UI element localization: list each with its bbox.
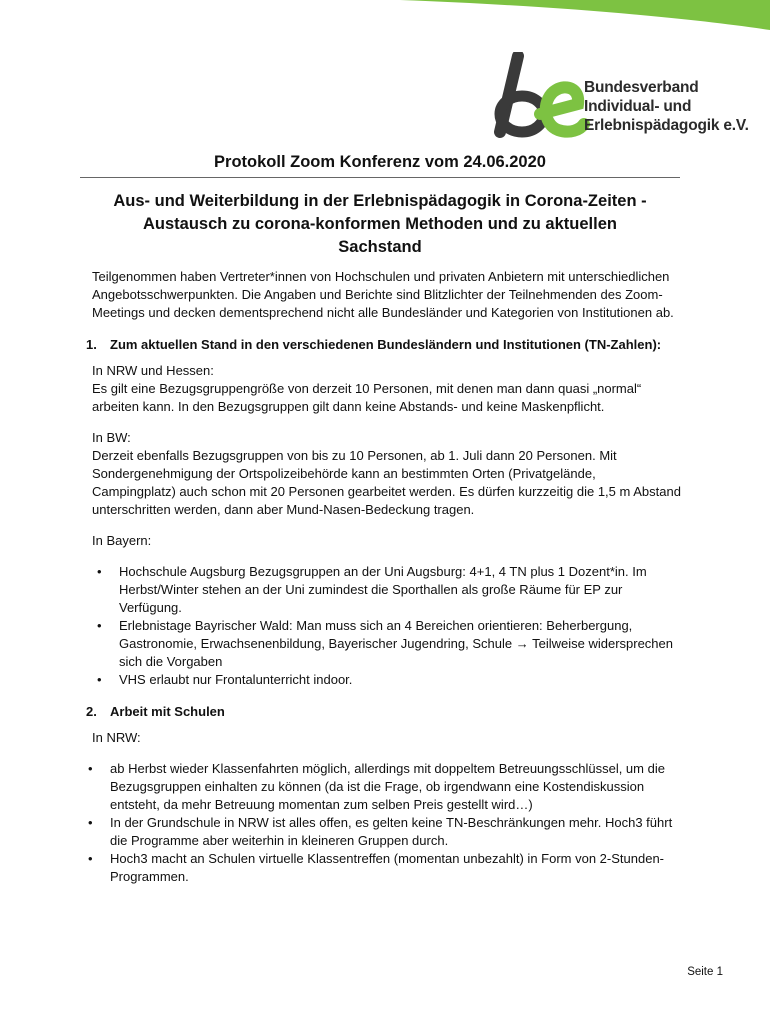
section-1-number: 1. (86, 337, 97, 352)
organization-name (584, 78, 749, 135)
green-swoosh-decoration (0, 0, 770, 60)
logo-line-1: Bundesverband (584, 79, 699, 96)
list-item: • Erlebnistage Bayrischer Wald: Man muss sich an 4 Bereichen orientieren: Beherbergung, Gastronomie, Erwachsenenbildung, Bayerischer Jugendring, Schule → Teilweise widersprechen sich die Vorgaben (92, 617, 682, 671)
bayern-label: In Bayern: (92, 533, 152, 548)
section-2-heading (86, 703, 682, 721)
list-item: • VHS erlaubt nur Frontalunterricht indoor. (92, 671, 682, 689)
list-item: • Hoch3 macht an Schulen virtuelle Klassentreffen (momentan unbezahlt) in Form von 2-Stunden-Programmen. (92, 850, 682, 886)
document-title: Protokoll Zoom Konferenz vom 24.06.2020 (214, 153, 546, 171)
nrw-hessen-text: Es gilt eine Bezugsgruppengröße von derzeit 10 Personen, mit denen man dann quasi „normal“ arbeiten kann. In den Bezugsgruppen gilt dann keine Abstands- und keine Maskenpflicht. (92, 381, 642, 414)
section-2-number: 2. (86, 704, 97, 719)
section-2-title: Arbeit mit Schulen (110, 704, 225, 719)
intro-paragraph: Teilgenommen haben Vertreter*innen von Hochschulen und privaten Anbietern mit unterschiedlichen Angebotsschwerpunkten. Die Angaben und Berichte sind Blitzlichter der Teilnehmenden des Zoom-Meetings und decken dementsprechend nicht alle Bundesländer und Kategorien von Institutionen ab. (92, 269, 674, 320)
document-body (86, 268, 682, 898)
bw-label: In BW: (92, 430, 131, 445)
nrw-hessen-label: In NRW und Hessen: (92, 363, 214, 378)
logo-line-3: Erlebnispädagogik e.V. (584, 117, 749, 134)
subtitle-line-3: Sachstand (338, 238, 422, 256)
bw-block (92, 429, 682, 519)
schools-list (92, 760, 682, 886)
nrw-hessen-block (92, 362, 682, 416)
list-item: • In der Grundschule in NRW ist alles offen, es gelten keine TN-Beschränkungen mehr. Hoch3 führt die Programme aber weiterhin in kleineren Gruppen durch. (92, 814, 682, 850)
title-divider (80, 177, 680, 178)
section-1-title: Zum aktuellen Stand in den verschiedenen Bundesländern und Institutionen (TN-Zahlen): (110, 337, 662, 352)
logo-line-2: Individual- und (584, 98, 692, 115)
page-number: Seite 1 (687, 966, 723, 978)
subtitle-line-1: Aus- und Weiterbildung in der Erlebnispädagogik in Corona-Zeiten - (113, 192, 647, 210)
list-item: • ab Herbst wieder Klassenfahrten möglich, allerdings mit doppeltem Betreuungsschlüssel, um die Bezugsgruppen einhalten zu können (da ist die Frage, ob irgendwann eine Kostendiskussion entsteht, da mehr Betreuung momentan zum selben Preis gestellt wird…) (92, 760, 682, 814)
list-item: • Hochschule Augsburg Bezugsgruppen an der Uni Augsburg: 4+1, 4 TN plus 1 Dozent*in. Im Herbst/Winter stehen an der Uni zumindest die Sporthallen als große Räume für EP zur Verfügung. (92, 563, 682, 617)
document-subtitle (80, 190, 680, 259)
bw-text: Derzeit ebenfalls Bezugsgruppen von bis zu 10 Personen, ab 1. Juli dann 20 Personen. Mit Sondergenehmigung der Ortspolizeibehörde kann an bestimmten Orten (Privatgelände, Campingplatz) auch schon mit 20 Personen gearbeitet werden. Es dürfen kurzzeitig die 1,5 m Abstand unterschritten werden, dann aber Mund-Nasen-Bedeckung tragen. (92, 448, 681, 517)
section-2-nrw-label: In NRW: (92, 730, 141, 745)
bayern-list (92, 563, 682, 689)
subtitle-line-2: Austausch zu corona-konformen Methoden und zu aktuellen (143, 215, 617, 233)
section-1-heading (86, 336, 682, 354)
